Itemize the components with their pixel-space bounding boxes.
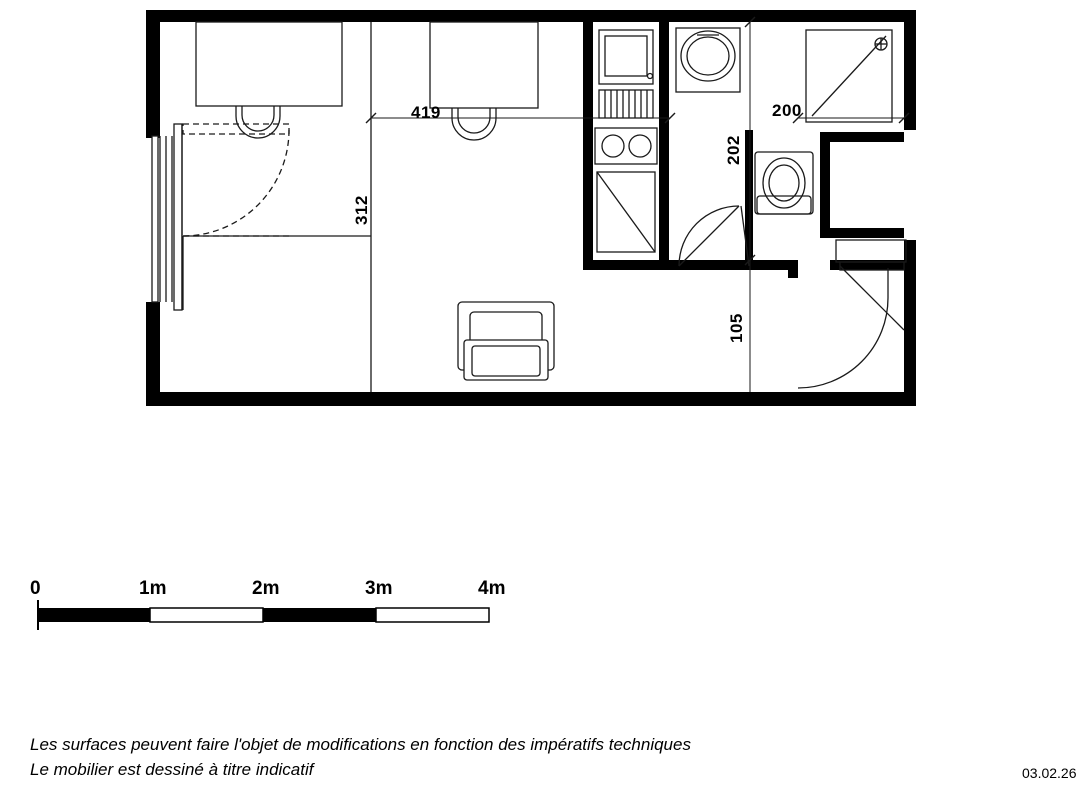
- toilet: [755, 152, 813, 214]
- cupboard: [790, 240, 908, 388]
- dimension-door-opening: 105: [727, 313, 746, 343]
- plan-date: 03.02.26: [1022, 765, 1077, 781]
- dimension-width-top: 419: [411, 103, 441, 122]
- scale-tick-0: 0: [30, 578, 41, 599]
- note-line-1: Les surfaces peuvent faire l'objet de modifications en fonction des impératifs techniques: [30, 735, 691, 754]
- entrance-door-right: [798, 262, 904, 388]
- dimension-depth-left: 312: [352, 195, 371, 225]
- note-line-2: Le mobilier est dessiné à titre indicatif: [30, 760, 314, 779]
- armchair: [458, 302, 554, 380]
- bed-upper-left: [196, 22, 342, 138]
- fixtures-linework: [152, 22, 908, 392]
- shower: [806, 30, 892, 122]
- scale-tick-2m: 2m: [252, 578, 280, 599]
- scale-tick-1m: 1m: [139, 578, 167, 599]
- kitchenette: [595, 30, 657, 252]
- entry-door: [183, 124, 289, 236]
- window-left: [152, 124, 182, 310]
- scale-tick-4m: 4m: [478, 578, 506, 599]
- scale-tick-3m: 3m: [365, 578, 393, 599]
- dimension-bathroom-depth: 202: [724, 135, 743, 165]
- scale-bar-graphic: [38, 600, 489, 630]
- dimension-shower-width: 200: [772, 101, 802, 120]
- washbasin: [676, 28, 740, 92]
- bathroom-door: [679, 206, 749, 266]
- bed-upper-right: [430, 22, 538, 140]
